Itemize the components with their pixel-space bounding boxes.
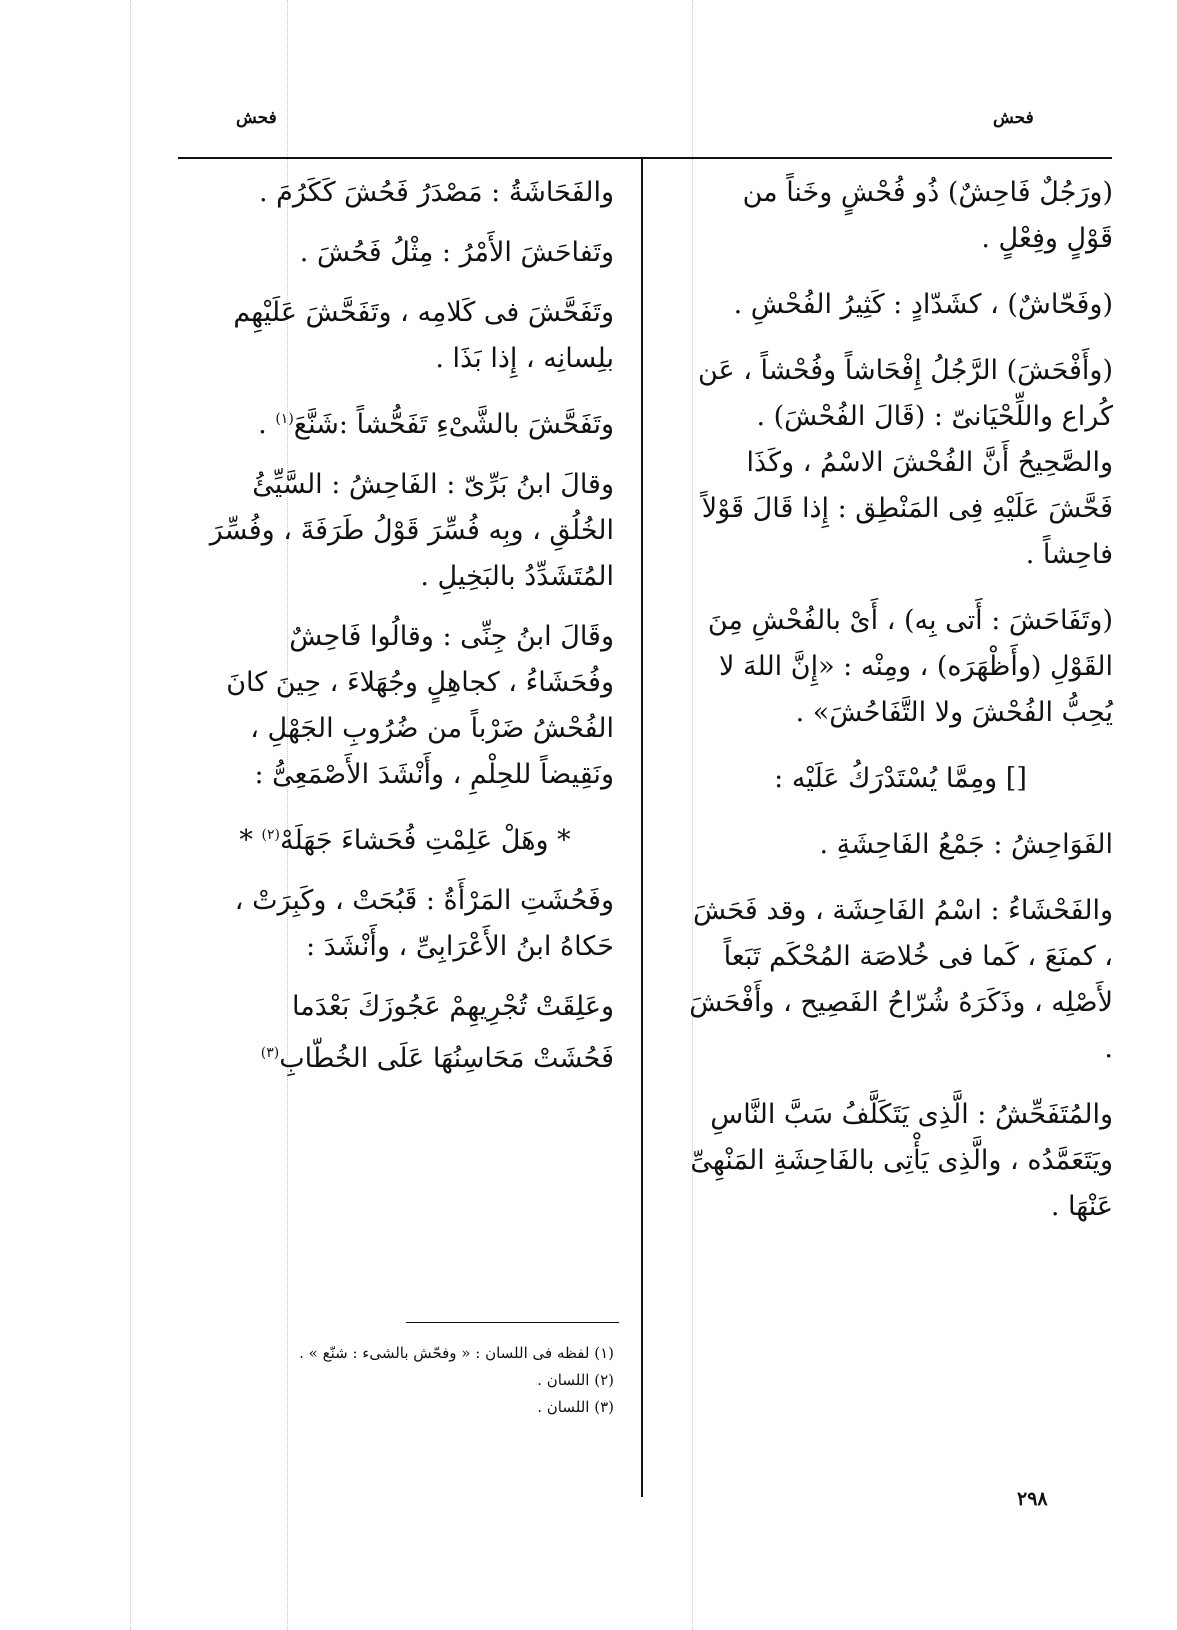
footnote-ref: (٢) bbox=[261, 827, 280, 843]
entry-paragraph: (وتَفَاحَشَ : أَتى بِه) ، أَىْ بالفُحْشِ مِنَ القَوْلِ (وأَظْهَرَه) ، ومِنْه : «إِنَّ اللهَ لا يُحِبُّ الفُحْشَ ولا التَّفَاحُشَ» . bbox=[707, 605, 1113, 728]
entry-paragraph: (وأَفْحَشَ) الرَّجُلُ إِفْحَاشاً وفُحْشاً ، عَن كُراع واللِّحْيَانىّ : (قَالَ الفُحْشَ) . والصَّحِيحُ أَنَّ الفُحْشَ الاسْمُ ، وكَذَا فَحَّشَ عَلَيْهِ فِى المَنْطِق : إِذا قَالَ قَوْلاً فاحِشاً . bbox=[697, 355, 1113, 570]
entry-paragraph: وفَحُشَتِ المَرْأَةُ : قَبُحَتْ ، وكَبِرَتْ ، حَكاهُ ابنُ الأَعْرَابِىِّ ، وأَنْشَدَ : bbox=[234, 885, 614, 962]
entry-paragraph: والفَحْشَاءُ : اسْمُ الفَاحِشَة ، وقد فَحَشَ ، كمنَعَ ، كَما فى خُلاصَة المُحْكَم تَبَعاً لأَصْلِه ، وذَكَرَهُ شُرّاحُ الفَصِيح ، وأَفْحَشَ . bbox=[689, 895, 1113, 1064]
footnote: (١) لفظه فى اللسان : « وفحّش بالشىء : شنّع » . bbox=[299, 1344, 614, 1362]
entry-text: وتَفَحَّشَ بالشَّىْءِ تَفَحُّشاً :شَنَّعَ bbox=[293, 409, 614, 440]
left-column bbox=[196, 170, 614, 1082]
entry-paragraph: (ورَجُلٌ فَاحِشٌ) ذُو فُحْشٍ وخَناً من قَوْلٍ وفِعْلٍ . bbox=[742, 177, 1113, 254]
right-column bbox=[688, 170, 1113, 1250]
entry-paragraph: وتَفَحَّشَ فى كَلامِه ، وتَفَحَّشَ عَلَيْهِم بلِسانِه ، إِذا بَذَا . bbox=[233, 297, 614, 374]
entry-paragraph: وقالَ ابنُ بَرِّىّ : الفَاحِشُ : السَّيِّئُ الخُلُقِ ، وبِه فُسِّرَ قَوْلُ طَرَفَةَ ، وفُسِّرَ المُتَشَدِّدُ بالبَخِيلِ . bbox=[209, 469, 614, 592]
verse-line bbox=[196, 812, 614, 864]
entry-paragraph: وقَالَ ابنُ جِنِّى : وقالُوا فَاحِشٌ وفُحَشَاءُ ، كجاهِلٍ وجُهَلاءَ ، حِينَ كانَ الفُحْشُ ضَرْباً من ضُرُوبِ الجَهْلِ ، ونَقِيضاً للحِلْمِ ، وأَنْشَدَ الأَصْمَعِىُّ : bbox=[226, 621, 614, 790]
margin-dotted-line bbox=[130, 0, 131, 1630]
footnotes bbox=[196, 1340, 614, 1421]
verse-end-mark: * bbox=[239, 825, 253, 856]
verse-text: * وهَلْ عَلِمْتِ فُحَشاءَ جَهَلَهْ bbox=[279, 825, 571, 856]
footnote-rule bbox=[406, 1322, 619, 1323]
entry-paragraph: وتَفَحَّشَ بالشَّىْءِ تَفَحُّشاً :شَنَّعَ$^{(١)}$ . bbox=[258, 409, 614, 440]
entry-paragraph: (وفَحّاشٌ) ، كشَدّادٍ : كَثِيرُ الفُحْشِ . bbox=[733, 289, 1113, 320]
column-divider bbox=[641, 157, 643, 1497]
verse-text: فَحُشَتْ مَحَاسِنُهَا عَلَى الخُطّابِ bbox=[279, 1043, 614, 1074]
footnote: (٣) اللسان . bbox=[537, 1398, 614, 1416]
entry-paragraph: الفَوَاحِشُ : جَمْعُ الفَاحِشَةِ . bbox=[819, 829, 1113, 860]
running-header-right: فحش bbox=[993, 108, 1034, 128]
verse-line bbox=[196, 1030, 614, 1082]
footnote-ref: (١) bbox=[275, 411, 294, 427]
entry-paragraph: وتَفاحَشَ الأَمْرُ : مِثْلُ فَحُشَ . bbox=[299, 237, 614, 268]
footnote-ref: (٣) bbox=[260, 1045, 280, 1061]
running-header-left: فحش bbox=[236, 108, 277, 128]
header-rule bbox=[178, 157, 1112, 159]
verse-line: وعَلِقَتْ تُجْرِيهِمْ عَجُوزَكَ بَعْدَما bbox=[292, 991, 614, 1022]
entry-paragraph: والفَحَاشَةُ : مَصْدَرُ فَحُشَ كَكَرُمَ . bbox=[259, 177, 614, 208]
footnote: (٢) اللسان . bbox=[537, 1371, 614, 1389]
addenda-heading: [] ومِمَّا يُسْتَدْرَكُ عَلَيْه : bbox=[774, 763, 1027, 794]
page-number: ٢٩٨ bbox=[1017, 1488, 1048, 1510]
entry-paragraph: والمُتَفَحِّشُ : الَّذِى يَتَكَلَّفُ سَبَّ النَّاسِ ويَتَعَمَّدُه ، والَّذِى يَأْتِى بالفَاحِشَةِ المَنْهِىِّ عَنْهَا . bbox=[690, 1099, 1113, 1222]
